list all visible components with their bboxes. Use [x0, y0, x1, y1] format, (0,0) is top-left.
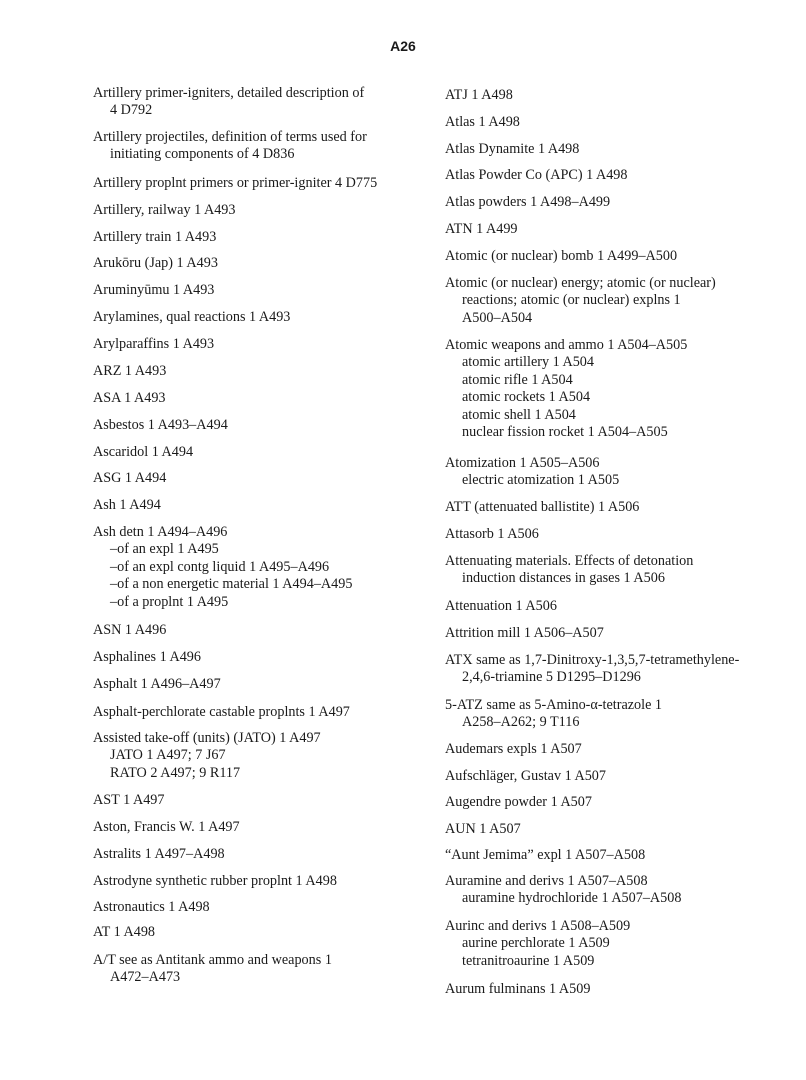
page-number: A26: [390, 38, 416, 54]
index-entry-heading: Atlas powders 1 A498–A499: [445, 194, 611, 210]
index-subentry: –of an expl contg liquid 1 A495–A496: [110, 558, 330, 575]
index-entry: [93, 524, 411, 611]
index-entry: [445, 337, 775, 441]
index-entry-heading: Artillery train 1 A493: [93, 229, 217, 245]
index-entry-heading: Arylamines, qual reactions 1 A493: [93, 309, 291, 325]
index-entry-heading: Asbestos 1 A493–A494: [93, 417, 228, 433]
index-entry: [445, 794, 775, 811]
index-entry-heading: ATT (attenuated ballistite) 1 A506: [445, 499, 640, 515]
index-entry-heading: Atomic (or nuclear) bomb 1 A499–A500: [445, 248, 678, 264]
index-subentry: atomic rockets 1 A504: [462, 389, 591, 406]
index-subentry: atomic artillery 1 A504: [462, 354, 594, 371]
index-entry-heading: ATN 1 A499: [445, 221, 518, 237]
index-entry: [93, 792, 411, 809]
index-entry-heading: Ash 1 A494: [93, 497, 161, 513]
index-subentry: aurine perchlorate 1 A509: [462, 935, 610, 952]
index-entry-heading: Arylparaffins 1 A493: [93, 336, 215, 352]
index-entry: [93, 309, 411, 326]
index-entry-heading: Attenuation 1 A506: [445, 598, 557, 614]
index-entry: [93, 622, 411, 639]
index-entry-heading: Attrition mill 1 A506–A507: [445, 625, 604, 641]
index-entry: [93, 819, 411, 836]
index-entry-heading: ATX same as 1,7-Dinitroxy-1,3,5,7-tetramethylene-: [445, 652, 740, 668]
index-entry-heading: Ash detn 1 A494–A496: [93, 524, 228, 540]
index-entry-heading: A/T see as Antitank ammo and weapons 1: [93, 952, 332, 968]
index-entry: [445, 873, 775, 908]
index-subentry: –of a non energetic material 1 A494–A495: [110, 576, 353, 593]
index-entry: [445, 652, 775, 687]
index-subentry: atomic rifle 1 A504: [462, 371, 573, 388]
index-entry: [445, 741, 775, 758]
index-entry: [93, 924, 411, 941]
index-entry-heading: Auramine and derivs 1 A507–A508: [445, 873, 648, 889]
index-entry: [445, 141, 775, 158]
index-entry-heading: Artillery, railway 1 A493: [93, 202, 236, 218]
index-entry: [93, 129, 411, 164]
index-entry-heading: Augendre powder 1 A507: [445, 794, 592, 810]
index-entry-heading: ASN 1 A496: [93, 622, 167, 638]
index-entry: [445, 625, 775, 642]
index-entry: [445, 499, 775, 516]
index-entry: [93, 649, 411, 666]
index-entry: [93, 282, 411, 299]
index-entry-continuation: induction distances in gases 1 A506: [462, 570, 665, 587]
index-entry-heading: ASA 1 A493: [93, 390, 166, 406]
index-entry-heading: Aruminyūmu 1 A493: [93, 282, 215, 298]
index-entry-heading: Astronautics 1 A498: [93, 899, 210, 915]
index-subentry: JATO 1 A497; 7 J67: [110, 747, 226, 764]
index-entry: [93, 899, 411, 916]
index-entry: [93, 336, 411, 353]
index-subentry: tetranitroaurine 1 A509: [462, 952, 595, 969]
index-entry: [445, 553, 775, 588]
index-entry-heading: Attenuating materials. Effects of detonation: [445, 553, 694, 569]
index-entry-heading: ATJ 1 A498: [445, 87, 513, 103]
index-entry: [445, 87, 775, 104]
index-entry: [445, 697, 775, 732]
index-entry: [93, 444, 411, 461]
index-entry: [93, 952, 411, 987]
index-entry-continuation: 4 D792: [110, 102, 153, 119]
index-entry: [445, 768, 775, 785]
index-entry: [445, 455, 775, 490]
index-entry: [445, 194, 775, 211]
index-entry-heading: Artillery proplnt primers or primer-igniter 4 D775: [93, 175, 378, 191]
index-entry-heading: Atlas Dynamite 1 A498: [445, 141, 580, 157]
index-entry-heading: AUN 1 A507: [445, 821, 521, 837]
index-entry: [445, 918, 775, 970]
index-subentry: auramine hydrochloride 1 A507–A508: [462, 890, 682, 907]
index-entry-heading: Astralits 1 A497–A498: [93, 846, 225, 862]
index-subentry: –of a proplnt 1 A495: [110, 593, 229, 610]
index-subentry: nuclear fission rocket 1 A504–A505: [462, 424, 668, 441]
index-entry-heading: Aston, Francis W. 1 A497: [93, 819, 240, 835]
index-entry: [93, 85, 411, 120]
index-entry: [445, 598, 775, 615]
index-entry: [93, 730, 411, 782]
index-entry: [93, 417, 411, 434]
index-entry-heading: Arukōru (Jap) 1 A493: [93, 255, 218, 271]
index-entry: [445, 821, 775, 838]
index-entry-heading: AT 1 A498: [93, 924, 156, 940]
index-entry: [445, 248, 775, 265]
index-subentry: electric atomization 1 A505: [462, 472, 620, 489]
index-entry-heading: Artillery primer-igniters, detailed description of: [93, 85, 365, 101]
index-entry: [93, 229, 411, 246]
index-entry-heading: Atlas 1 A498: [445, 114, 520, 130]
index-entry: [93, 470, 411, 487]
index-entry: [93, 175, 411, 192]
index-entry-heading: Atlas Powder Co (APC) 1 A498: [445, 167, 628, 183]
index-entry: [93, 704, 411, 721]
index-entry: [93, 497, 411, 514]
index-entry-heading: Asphalines 1 A496: [93, 649, 201, 665]
index-entry-continuation: A472–A473: [110, 969, 181, 986]
index-subentry: RATO 2 A497; 9 R117: [110, 764, 241, 781]
index-entry-heading: “Aunt Jemima” expl 1 A507–A508: [445, 847, 646, 863]
index-entry-heading: Asphalt-perchlorate castable proplnts 1 A497: [93, 704, 350, 720]
index-entry: [445, 847, 775, 864]
index-entry: [445, 275, 775, 327]
index-entry-heading: AST 1 A497: [93, 792, 165, 808]
index-entry-heading: Aurum fulminans 1 A509: [445, 981, 591, 997]
index-entry: [445, 167, 775, 184]
index-entry-continuation: reactions; atomic (or nuclear) explns 1: [462, 292, 681, 309]
index-entry-heading: 5-ATZ same as 5-Amino-α-tetrazole 1: [445, 697, 663, 713]
index-entry-continuation: A500–A504: [462, 309, 533, 326]
index-entry-heading: Audemars expls 1 A507: [445, 741, 582, 757]
index-entry: [93, 846, 411, 863]
index-entry-heading: Artillery projectiles, definition of terms used for: [93, 129, 367, 145]
index-entry: [445, 526, 775, 543]
index-entry: [93, 363, 411, 380]
index-entry-continuation: initiating components of 4 D836: [110, 146, 295, 163]
index-entry: [93, 202, 411, 219]
index-entry: [445, 981, 775, 998]
index-entry: [445, 114, 775, 131]
index-entry-heading: Astrodyne synthetic rubber proplnt 1 A498: [93, 873, 337, 889]
index-entry-heading: ARZ 1 A493: [93, 363, 167, 379]
index-entry-heading: ASG 1 A494: [93, 470, 167, 486]
index-entry-heading: Attasorb 1 A506: [445, 526, 539, 542]
index-entry-continuation: A258–A262; 9 T116: [462, 714, 580, 731]
index-entry: [93, 255, 411, 272]
index-entry: [93, 676, 411, 693]
index-entry-heading: Atomization 1 A505–A506: [445, 455, 600, 471]
index-entry-heading: Aurinc and derivs 1 A508–A509: [445, 918, 631, 934]
index-entry-heading: Aufschläger, Gustav 1 A507: [445, 768, 606, 784]
index-entry: [93, 873, 411, 890]
index-entry-heading: Assisted take-off (units) (JATO) 1 A497: [93, 730, 321, 746]
index-subentry: –of an expl 1 A495: [110, 541, 219, 558]
index-entry-continuation: 2,4,6-triamine 5 D1295–D1296: [462, 669, 641, 686]
index-subentry: atomic shell 1 A504: [462, 406, 576, 423]
index-entry-heading: Atomic weapons and ammo 1 A504–A505: [445, 337, 688, 353]
index-entry-heading: Ascaridol 1 A494: [93, 444, 194, 460]
index-entry-heading: Asphalt 1 A496–A497: [93, 676, 221, 692]
index-entry-heading: Atomic (or nuclear) energy; atomic (or nuclear): [445, 275, 716, 291]
index-entry: [445, 221, 775, 238]
index-entry: [93, 390, 411, 407]
